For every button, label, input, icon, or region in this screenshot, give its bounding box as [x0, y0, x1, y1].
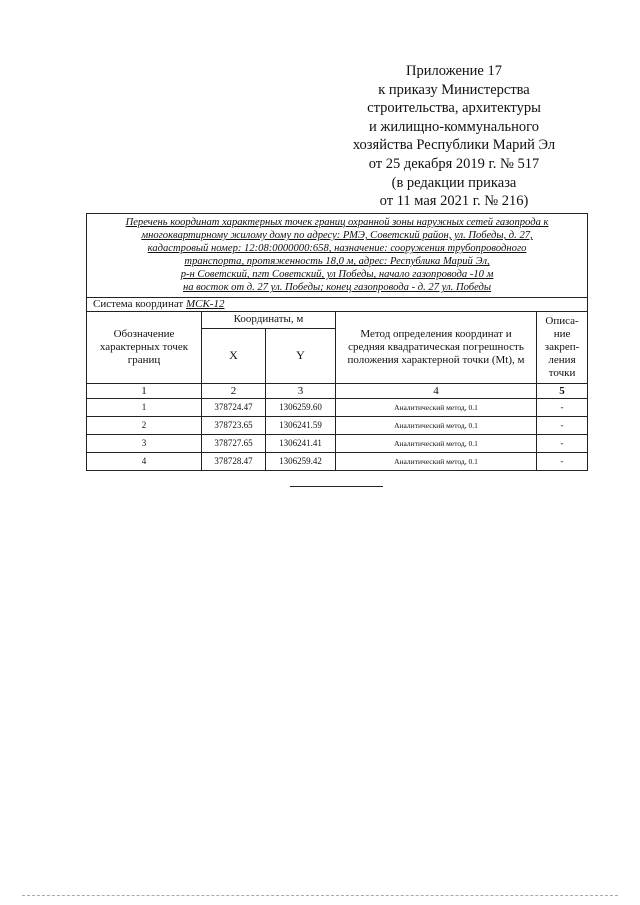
desc-line: точки [548, 366, 576, 379]
table-title [87, 214, 588, 298]
method-cell: Аналитический метод, 0.1 [336, 452, 537, 470]
desc-line: Описа- [545, 314, 579, 327]
coordinate-system-value: МСК-12 [185, 298, 225, 311]
table-row [87, 452, 588, 470]
header-line: к приказу Министерства [378, 81, 530, 98]
table-title-row [87, 214, 588, 298]
header-line: хозяйства Республики Марий Эл [352, 137, 556, 154]
header-line: от 11 мая 2021 г. № 216) [379, 193, 529, 210]
x-cell: 378728.47 [202, 452, 266, 470]
header-y: Y [266, 328, 336, 383]
column-number: 3 [266, 383, 336, 398]
method-cell: Аналитический метод, 0.1 [336, 434, 537, 452]
description-cell: - [537, 398, 588, 416]
method-cell: Аналитический метод, 0.1 [336, 416, 537, 434]
table-row [87, 416, 588, 434]
header-line: и жилищно-коммунального [368, 118, 540, 135]
header-x: X [202, 328, 266, 383]
header-coords: Координаты, м [202, 311, 336, 328]
header-line: (в редакции приказа [391, 174, 517, 191]
title-line: р-н Советский, пгт Советский, ул Победы, начало газопровода -10 м [180, 269, 494, 281]
header-line: Приложение 17 [406, 63, 502, 79]
table-row [87, 398, 588, 416]
header-point: Обозначение характерных точек границ [87, 311, 202, 383]
page-bottom-edge [22, 895, 618, 896]
desc-line: ние [553, 327, 571, 340]
point-cell: 4 [87, 452, 202, 470]
title-line: кадастровый номер: 12:08:0000000:658, назначение: сооружения трубопроводного [147, 243, 527, 255]
column-number: 2 [202, 383, 266, 398]
header-row [87, 311, 588, 328]
title-line: Перечень координат характерных точек границ охранной зоны наружных сетей газопрода к [125, 217, 549, 228]
title-line: транспорта, протяженность 18,0 м, адрес: Республика Марий Эл, [184, 256, 490, 268]
y-cell: 1306259.42 [266, 452, 336, 470]
y-cell: 1306241.41 [266, 434, 336, 452]
point-cell: 1 [87, 398, 202, 416]
title-line: на восток от д. 27 ул. Победы; конец газопровода - д. 27 ул. Победы [182, 282, 492, 294]
desc-line: ления [548, 353, 576, 366]
x-cell: 378727.65 [202, 434, 266, 452]
desc-line: закреп- [544, 340, 580, 353]
header-method: Метод определения координат и средняя квадратическая погрешность положения характерной точки (Mt), м [336, 311, 537, 383]
table-row [87, 434, 588, 452]
description-cell: - [537, 452, 588, 470]
y-cell: 1306241.59 [266, 416, 336, 434]
column-number: 4 [336, 383, 537, 398]
header-line: строительства, архитектуры [367, 100, 541, 117]
system-row [87, 297, 588, 311]
x-cell: 378723.65 [202, 416, 266, 434]
column-number-row [87, 383, 588, 398]
title-line: многоквартирному жилому дому по адресу: РМЭ, Советский район, ул. Победы, д. 27, [141, 230, 533, 242]
method-cell: Аналитический метод, 0.1 [336, 398, 537, 416]
description-cell: - [537, 416, 588, 434]
coordinate-system [87, 297, 588, 311]
column-number: 1 [87, 383, 202, 398]
header-line: от 25 декабря 2019 г. № 517 [368, 155, 540, 172]
coordinates-table [86, 213, 588, 471]
y-cell: 1306259.60 [266, 398, 336, 416]
column-number: 5 [537, 383, 588, 398]
document-header [338, 62, 570, 211]
closing-divider [290, 486, 383, 487]
coordinate-system-label: Система координат [93, 298, 184, 311]
point-cell: 3 [87, 434, 202, 452]
description-cell: - [537, 434, 588, 452]
x-cell: 378724.47 [202, 398, 266, 416]
header-description [537, 311, 588, 383]
point-cell: 2 [87, 416, 202, 434]
